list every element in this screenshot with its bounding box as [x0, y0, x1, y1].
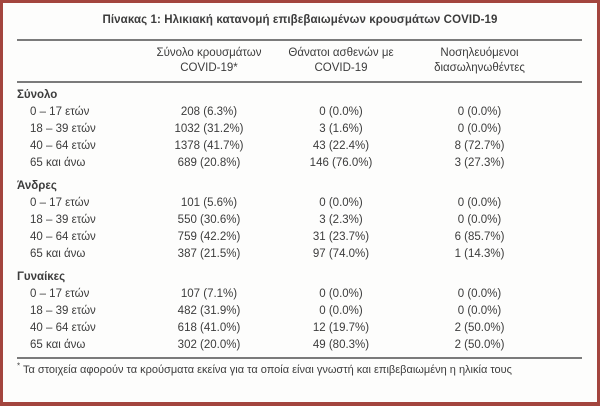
- cases-cell: 1378 (41.7%): [174, 140, 244, 152]
- table-row: [17, 121, 582, 138]
- deaths-cell: 0 (0.0%): [319, 288, 363, 300]
- intubated-cell: 0 (0.0%): [457, 123, 502, 135]
- deaths-cell: 146 (76.0%): [309, 157, 373, 169]
- intubated-cell: 0 (0.0%): [457, 106, 502, 118]
- footnote-text: Τα στοιχεία αφορούν τα κρούσματα εκείνα για τα οποία είναι γνωστή και επιβεβαιωμένη η ηλικία τους: [22, 364, 512, 376]
- cases-cell: 107 (7.1%): [180, 288, 238, 300]
- age-cell: 18 – 39 ετών: [30, 214, 96, 226]
- cases-cell: 387 (21.5%): [177, 248, 241, 260]
- age-cell: 40 – 64 ετών: [30, 322, 96, 334]
- cases-cell: 208 (6.3%): [180, 106, 238, 118]
- intubated-cell: 0 (0.0%): [457, 197, 502, 209]
- deaths-cell: 0 (0.0%): [319, 106, 363, 118]
- age-cell: 65 και άνω: [30, 248, 86, 260]
- age-cell: 40 – 64 ετών: [30, 231, 96, 243]
- deaths-cell: 0 (0.0%): [319, 197, 363, 209]
- col-header-cases: [148, 46, 270, 76]
- col-header-intubated-line1: Νοσηλευόμενοι: [440, 47, 519, 59]
- col-header-deaths: [270, 46, 412, 76]
- footnote: [17, 359, 582, 378]
- intubated-cell: 1 (14.3%): [454, 248, 505, 260]
- deaths-cell: 49 (80.3%): [312, 339, 370, 351]
- intubated-cell: 2 (50.0%): [454, 322, 505, 334]
- section-label: Άνδρες: [17, 180, 57, 192]
- age-cell: 65 και άνω: [30, 157, 86, 169]
- deaths-cell: 97 (74.0%): [312, 248, 370, 260]
- intubated-cell: 2 (50.0%): [454, 339, 505, 351]
- table-row: [17, 246, 582, 263]
- col-header-intubated-line2: διασωληνωθέντες: [434, 62, 525, 74]
- intubated-cell: 0 (0.0%): [457, 305, 502, 317]
- section-label: Γυναίκες: [17, 271, 66, 283]
- cases-cell: 689 (20.8%): [177, 157, 241, 169]
- col-header-cases-line1: Σύνολο κρουσμάτων: [156, 47, 262, 59]
- intubated-cell: 3 (27.3%): [454, 157, 505, 169]
- table-row: [17, 303, 582, 320]
- deaths-cell: 31 (23.7%): [312, 231, 370, 243]
- cases-cell: 759 (42.2%): [177, 231, 241, 243]
- table-title: Πίνακας 1: Ηλικιακή κατανομή επιβεβαιωμένων κρουσμάτων COVID-19: [102, 14, 498, 26]
- age-cell: 40 – 64 ετών: [30, 140, 96, 152]
- table-row: [17, 286, 582, 303]
- deaths-cell: 12 (19.7%): [312, 322, 370, 334]
- col-header-deaths-line1: Θάνατοι ασθενών με: [288, 47, 394, 59]
- cases-cell: 101 (5.6%): [180, 197, 238, 209]
- age-cell: 18 – 39 ετών: [30, 305, 96, 317]
- age-cell: 0 – 17 ετών: [30, 197, 90, 209]
- intubated-cell: 0 (0.0%): [457, 214, 502, 226]
- deaths-cell: 3 (1.6%): [319, 123, 363, 135]
- deaths-cell: 0 (0.0%): [319, 305, 363, 317]
- intubated-cell: 8 (72.7%): [454, 140, 505, 152]
- col-header-deaths-line2: COVID-19: [314, 62, 368, 74]
- table-row: [17, 104, 582, 121]
- section-women: [17, 269, 582, 354]
- table-row: [17, 320, 582, 337]
- intubated-cell: 0 (0.0%): [457, 288, 502, 300]
- deaths-cell: 43 (22.4%): [312, 140, 370, 152]
- section-men: [17, 178, 582, 263]
- table-row: [17, 155, 582, 172]
- cases-cell: 550 (30.6%): [177, 214, 241, 226]
- col-header-blank: [17, 46, 148, 76]
- table-row: [17, 212, 582, 229]
- table-row: [17, 195, 582, 212]
- table-row: [17, 229, 582, 246]
- age-cell: 18 – 39 ετών: [30, 123, 96, 135]
- cases-cell: 482 (31.9%): [177, 305, 241, 317]
- section-label: Σύνολο: [17, 89, 58, 101]
- table-header-row: [17, 41, 582, 81]
- col-header-intubated: [412, 46, 547, 76]
- col-header-cases-line2: COVID-19*: [180, 62, 238, 74]
- footnote-marker: *: [17, 361, 21, 371]
- cases-cell: 1032 (31.2%): [174, 123, 244, 135]
- section-total: [17, 83, 582, 172]
- table-row: [17, 138, 582, 155]
- age-cell: 0 – 17 ετών: [30, 106, 90, 118]
- deaths-cell: 3 (2.3%): [319, 214, 363, 226]
- age-cell: 65 και άνω: [30, 339, 86, 351]
- cases-cell: 618 (41.0%): [177, 322, 241, 334]
- table-row: [17, 337, 582, 354]
- intubated-cell: 6 (85.7%): [454, 231, 505, 243]
- age-cell: 0 – 17 ετών: [30, 288, 90, 300]
- cases-cell: 302 (20.0%): [177, 339, 241, 351]
